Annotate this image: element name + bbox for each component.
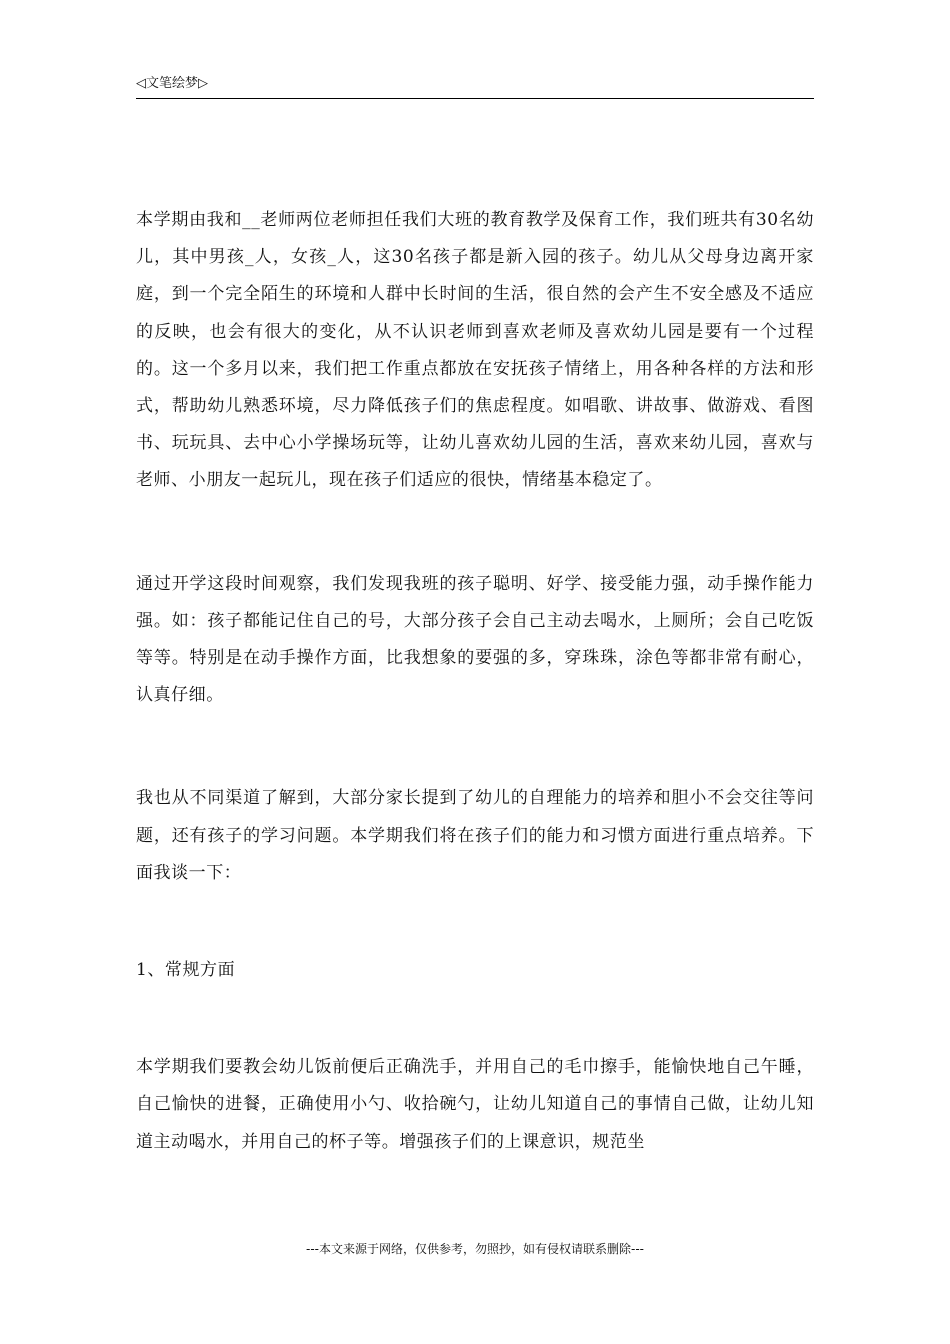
- paragraph-intro: 本学期由我和__老师两位老师担任我们大班的教育教学及保育工作，我们班共有30名幼儿，其中男孩_人，女孩_人，这30名孩子都是新入园的孩子。幼儿从父母身边离开家庭，到一个完全陌生的环境和人群中长时间的生活，很自然的会产生不安全感及不适应的反映，也会有很大的变化，从不认识老师到喜欢老师及喜欢幼儿园是要有一个过程的。这一个多月以来，我们把工作重点都放在安抚孩子情绪上，用各种各样的方法和形式，帮助幼儿熟悉环境，尽力降低孩子们的焦虑程度。如唱歌、讲故事、做游戏、看图书、玩玩具、去中心小学操场玩等，让幼儿喜欢幼儿园的生活，喜欢来幼儿园，喜欢与老师、小朋友一起玩儿，现在孩子们适应的很快，情绪基本稳定了。: [136, 210, 814, 491]
- paragraph-observation: 通过开学这段时间观察，我们发现我班的孩子聪明、好学、接受能力强，动手操作能力强。如：孩子都能记住自己的号，大部分孩子会自己主动去喝水，上厕所；会自己吃饭等等。特别是在动手操作方面，比我想象的要强的多，穿珠珠，涂色等都非常有耐心，认真仔细。: [136, 573, 814, 706]
- header-title: ◁文笔绘梦▷: [136, 76, 208, 91]
- paragraph-parent-concerns: 我也从不同渠道了解到，大部分家长提到了幼儿的自理能力的培养和胆小不会交往等问题，还有孩子的学习问题。本学期我们将在孩子们的能力和习惯方面进行重点培养。下面我谈一下：: [136, 788, 814, 883]
- section-heading-routine: 1、常规方面: [136, 960, 236, 981]
- page-header: [136, 74, 814, 99]
- document-body: [136, 202, 814, 1161]
- paragraph-routine: 本学期我们要教会幼儿饭前便后正确洗手，并用自己的毛巾擦手，能愉快地自己午睡，自己愉快的进餐，正确使用小勺、收拾碗勺，让幼儿知道自己的事情自己做，让幼儿知道主动喝水，并用自己的杯子等。增强孩子们的上课意识，规范坐: [136, 1057, 814, 1152]
- page-footer-disclaimer: ---本文来源于网络，仅供参考，勿照抄，如有侵权请联系删除---: [306, 1242, 644, 1256]
